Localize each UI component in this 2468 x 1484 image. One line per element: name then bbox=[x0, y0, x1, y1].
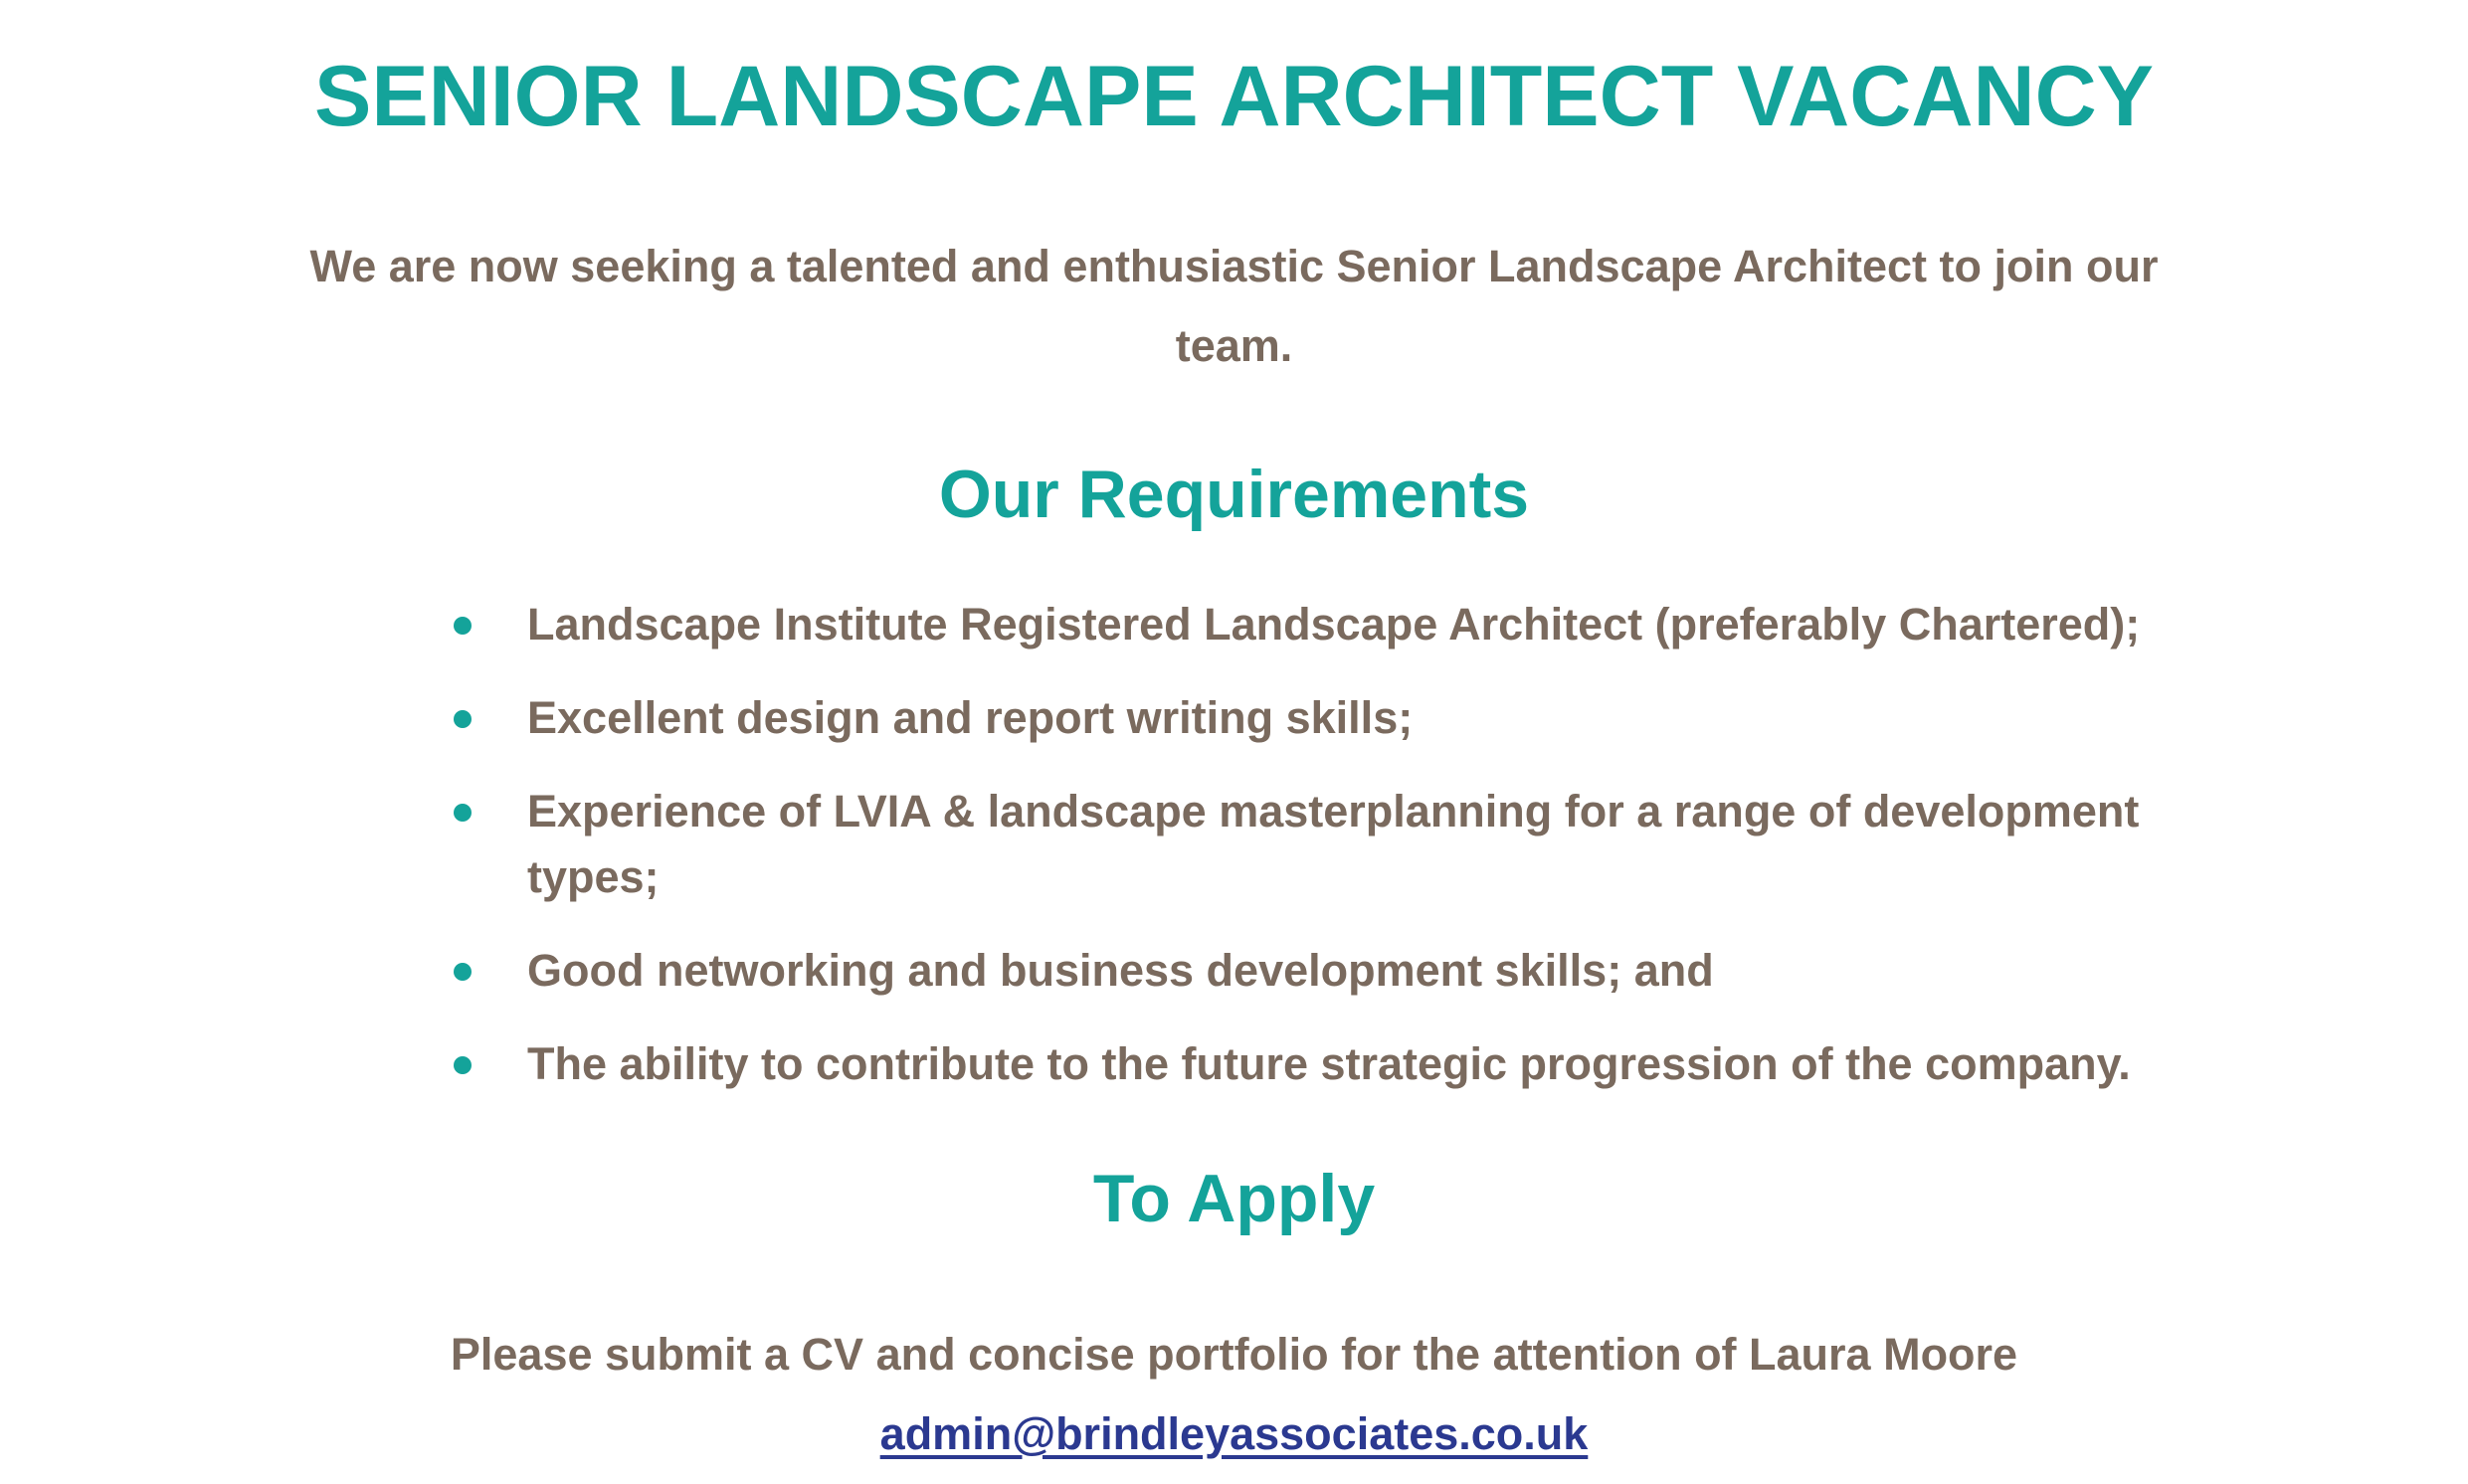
bullet-icon bbox=[454, 804, 472, 822]
requirements-heading: Our Requirements bbox=[938, 457, 1530, 532]
apply-heading: To Apply bbox=[1092, 1161, 1376, 1236]
requirement-text: Landscape Institute Registered Landscape Architect (preferably Chartered); bbox=[527, 599, 2141, 649]
intro-paragraph: We are now seeking a talented and enthusiastic Senior Landscape Architect to join our team. bbox=[309, 241, 2159, 371]
requirement-text: Good networking and business development skills; and bbox=[527, 945, 1714, 996]
requirement-item bbox=[438, 779, 2188, 910]
requirement-item bbox=[438, 685, 2188, 751]
requirement-item bbox=[438, 592, 2188, 657]
requirement-item bbox=[438, 938, 2188, 1004]
requirement-text: The ability to contribute to the future strategic progression of the company. bbox=[527, 1038, 2131, 1089]
page-title: SENIOR LANDSCAPE ARCHITECT VACANCY bbox=[313, 49, 2155, 144]
requirement-text: Excellent design and report writing skills; bbox=[527, 692, 1414, 743]
requirement-text: Experience of LVIA & landscape masterplanning for a range of development types; bbox=[527, 786, 2140, 902]
bullet-icon bbox=[454, 617, 472, 635]
requirements-list bbox=[438, 592, 2188, 1125]
email-link[interactable]: admin@brindleyassociates.co.uk bbox=[879, 1408, 1589, 1459]
apply-instructions: Please submit a CV and concise portfolio for the attention of Laura Moore bbox=[450, 1329, 2018, 1380]
requirement-item bbox=[438, 1031, 2188, 1097]
bullet-icon bbox=[454, 963, 472, 981]
email-container bbox=[0, 1394, 2468, 1474]
bullet-icon bbox=[454, 710, 472, 728]
bullet-icon bbox=[454, 1056, 472, 1074]
